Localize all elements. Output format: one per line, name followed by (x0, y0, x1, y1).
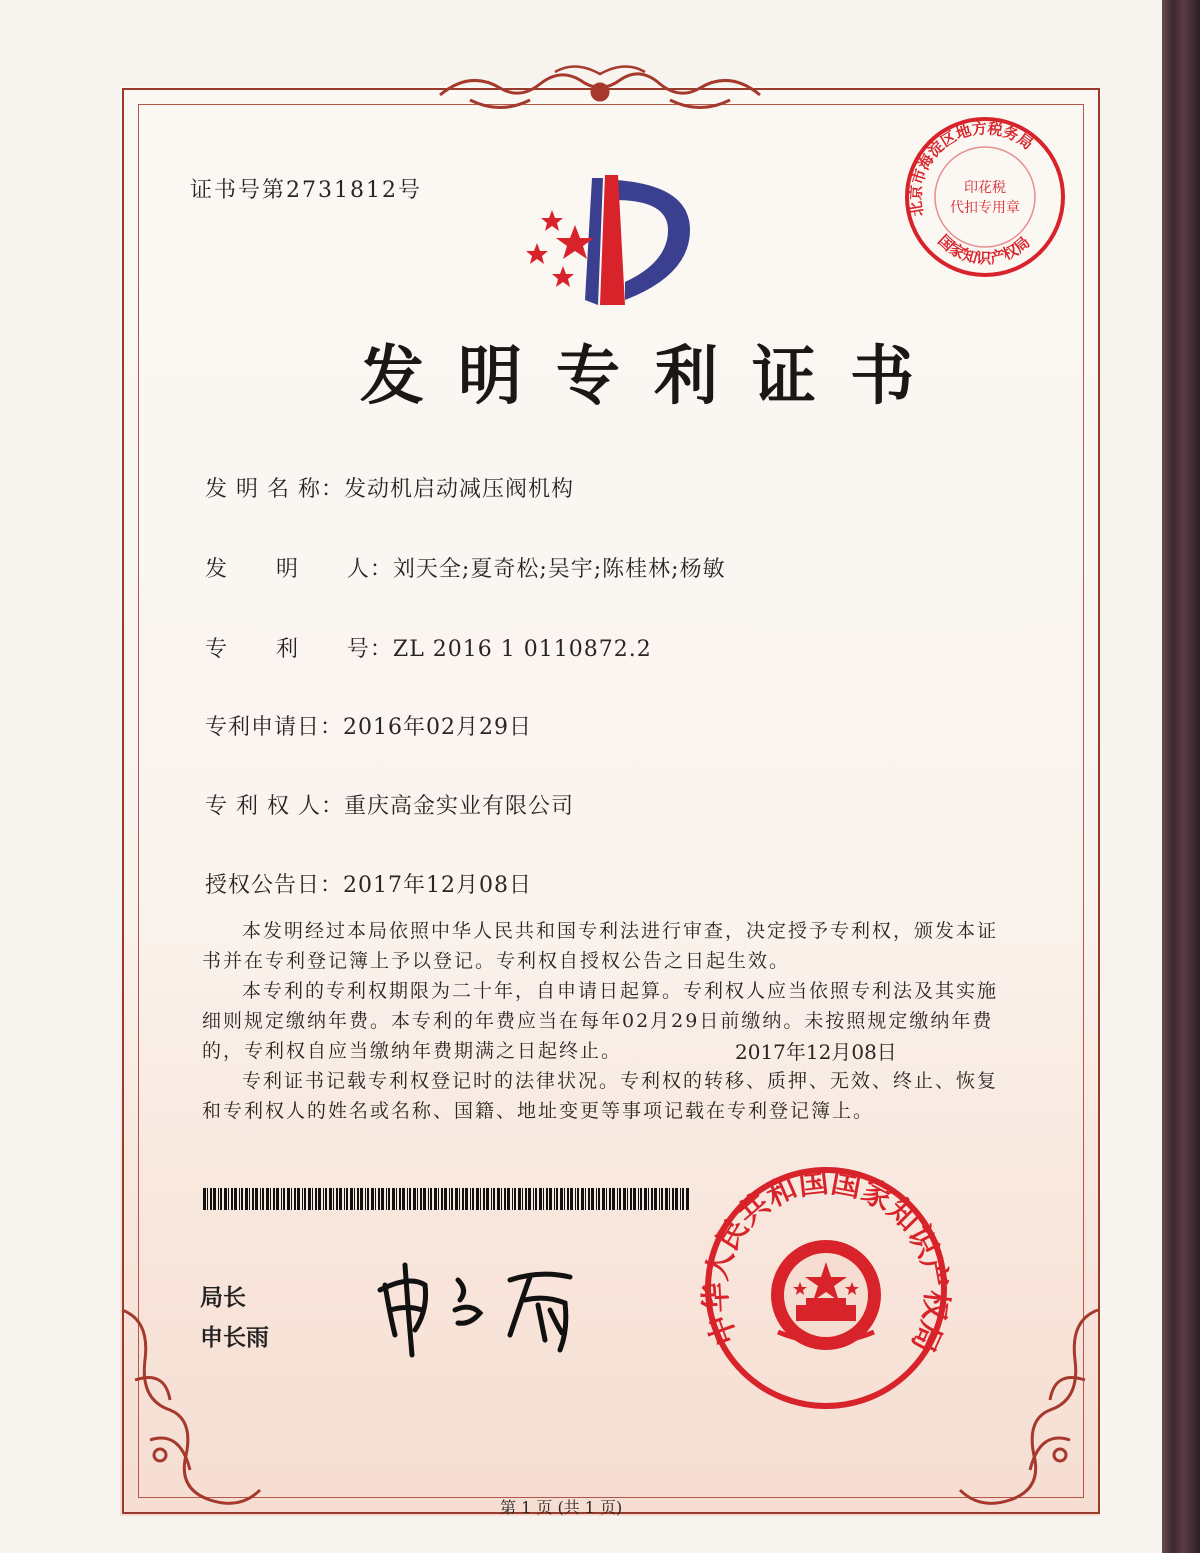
barcode-bar (210, 1188, 212, 1210)
barcode-bar (350, 1188, 353, 1210)
barcode-bar (630, 1188, 632, 1210)
barcode-bar (262, 1188, 264, 1210)
barcode-bar (344, 1188, 345, 1210)
barcode-bar (570, 1188, 573, 1210)
body-paragraph: 本专利的专利权期限为二十年，自申请日起算。专利权人应当依照专利法及其实施细则规定缴纳年费。本专利的年费应当在每年02月29日前缴纳。未按照规定缴纳年费的，专利权自应当缴纳年费期满之日起终止。 (202, 980, 999, 1062)
barcode-bar (276, 1188, 279, 1210)
barcode-bar (231, 1188, 233, 1210)
field-label: 专 利 权 人： (205, 794, 344, 819)
barcode-bar (260, 1188, 261, 1210)
barcode-bar (302, 1188, 303, 1210)
barcode-bar (512, 1188, 513, 1210)
barcode-bar (675, 1188, 678, 1210)
director-title: 局长 (200, 1285, 246, 1311)
barcode-bar (273, 1188, 275, 1210)
barcode-bar (402, 1188, 405, 1210)
field-application-date (205, 710, 532, 741)
field-label: 发 明 人： (205, 557, 393, 582)
certificate-number: 证书号第2731812号 (190, 178, 422, 203)
barcode-bar (672, 1188, 674, 1210)
barcode-bar (283, 1188, 285, 1210)
barcode-bar (627, 1188, 628, 1210)
barcode-bar (420, 1188, 422, 1210)
barcode-bar (365, 1188, 366, 1210)
barcode-bar (245, 1188, 248, 1210)
field-value: 刘天全;夏奇松;吴宇;陈桂林;杨敏 (392, 557, 726, 582)
barcode-bar (554, 1188, 555, 1210)
barcode-bar (581, 1188, 584, 1210)
office-seal-ring-text: 中华人民共和国国家知识产权局 (698, 1164, 954, 1358)
barcode-bar (291, 1188, 292, 1210)
barcode-bar (518, 1188, 521, 1210)
field-label: 专利申请日： (205, 715, 344, 740)
field-label: 发 明 名 称： (205, 477, 344, 502)
barcode-bar (459, 1188, 460, 1210)
barcode-bar (659, 1188, 660, 1210)
barcode-bar (333, 1188, 334, 1210)
barcode-bar (444, 1188, 447, 1210)
barcode-bar (329, 1188, 332, 1210)
barcode-bar (654, 1188, 657, 1210)
barcode-bar (396, 1188, 397, 1210)
barcode-bar (371, 1188, 374, 1210)
barcode-bar (360, 1188, 363, 1210)
barcode-bar (575, 1188, 576, 1210)
barcode-bar (522, 1188, 523, 1210)
body-paragraph: 专利证书记载专利权登记时的法律状况。专利权的转移、质押、无效、终止、恢复和专利权人的姓名或名称、国籍、地址变更等事项记载在专利登记簿上。 (202, 1070, 999, 1122)
barcode-bar (465, 1188, 468, 1210)
barcode-bar (323, 1188, 324, 1210)
certificate-title: 发明专利证书 (360, 339, 948, 414)
barcode-bar (451, 1188, 453, 1210)
barcode-bar (434, 1188, 437, 1210)
tax-stamp-ring-text: 北京市海淀区地方税务局 (906, 119, 1037, 218)
certificate-body (202, 916, 1002, 1126)
field-patentee (205, 789, 574, 820)
barcode-bar (539, 1188, 542, 1210)
barcode-bar (577, 1188, 579, 1210)
barcode-bar (486, 1188, 489, 1210)
barcode-bar (367, 1188, 369, 1210)
field-value: 2016年02月29日 (343, 715, 532, 740)
barcode-bar (665, 1188, 668, 1210)
barcode-bar (346, 1188, 348, 1210)
barcode-bar (491, 1188, 492, 1210)
barcode-bar (386, 1188, 387, 1210)
barcode-bar (606, 1188, 607, 1210)
barcode-bar (392, 1188, 395, 1210)
barcode-bar (596, 1188, 597, 1210)
barcode-bar (476, 1188, 479, 1210)
barcode-bar (270, 1188, 271, 1210)
barcode-bar (651, 1188, 653, 1210)
field-patent-number (205, 632, 652, 663)
barcode-bar (472, 1188, 474, 1210)
tax-stamp (907, 119, 1063, 275)
barcode-bar (560, 1188, 563, 1210)
barcode-bar (255, 1188, 258, 1210)
top-ornament (440, 66, 760, 107)
barcode-bar (585, 1188, 586, 1210)
barcode-bar (638, 1188, 639, 1210)
field-label: 授权公告日： (205, 873, 344, 898)
barcode-bar (609, 1188, 611, 1210)
barcode-bar (556, 1188, 558, 1210)
barcode-bar (441, 1188, 443, 1210)
barcode-bar (617, 1188, 618, 1210)
page-footer: 第 1 页 (共 1 页) (500, 1498, 623, 1517)
barcode-bar (588, 1188, 590, 1210)
director-block (200, 1278, 269, 1358)
barcode-bar (483, 1188, 485, 1210)
field-inventors (205, 552, 726, 583)
barcode-bar (493, 1188, 495, 1210)
field-value: 发动机启动减压阀机构 (343, 477, 574, 502)
barcode-bar (375, 1188, 376, 1210)
barcode-bar (325, 1188, 327, 1210)
office-seal (698, 1165, 953, 1406)
bottom-right-ornament (960, 1310, 1098, 1503)
barcode-bar (619, 1188, 621, 1210)
barcode-bar (598, 1188, 600, 1210)
barcode-bar (249, 1188, 250, 1210)
barcode-bar (354, 1188, 355, 1210)
barcode-bar (220, 1188, 222, 1210)
barcode-bar (239, 1188, 240, 1210)
barcode-bar (507, 1188, 510, 1210)
barcode-bar (462, 1188, 464, 1210)
barcode-bar (417, 1188, 418, 1210)
barcode-bar (297, 1188, 300, 1210)
barcode-bar (430, 1188, 432, 1210)
barcode-bar (318, 1188, 321, 1210)
field-label: 专 利 号： (205, 637, 393, 662)
tax-stamp-bottom-text: 国家知识产权局 (934, 231, 1034, 268)
barcode-bar (339, 1188, 342, 1210)
barcode-bar (438, 1188, 439, 1210)
field-value: 重庆高金实业有限公司 (343, 794, 574, 819)
barcode-bar (218, 1188, 219, 1210)
barcode-bar (399, 1188, 401, 1210)
patent-office-logo (526, 175, 690, 305)
barcode-bar (407, 1188, 408, 1210)
barcode-bar (682, 1188, 684, 1210)
barcode-bar (281, 1188, 282, 1210)
barcode-bar (470, 1188, 471, 1210)
barcode-bar (567, 1188, 569, 1210)
barcode-bar (535, 1188, 537, 1210)
barcode (203, 1188, 691, 1210)
field-value: 2017年12月08日 (343, 873, 532, 898)
barcode-bar (686, 1188, 689, 1210)
director-name: 申长雨 (200, 1325, 269, 1351)
barcode-bar (308, 1188, 311, 1210)
barcode-bar (266, 1188, 269, 1210)
tax-stamp-center-line1: 印花税 (964, 180, 1006, 196)
barcode-bar (623, 1188, 626, 1210)
director-signature (370, 1255, 620, 1365)
barcode-bar (480, 1188, 481, 1210)
barcode-bar (549, 1188, 552, 1210)
barcode-bar (428, 1188, 429, 1210)
barcode-bar (564, 1188, 565, 1210)
barcode-bar (423, 1188, 426, 1210)
barcode-bar (241, 1188, 243, 1210)
barcode-bar (640, 1188, 642, 1210)
barcode-bar (602, 1188, 605, 1210)
barcode-bar (533, 1188, 534, 1210)
barcode-bar (501, 1188, 502, 1210)
barcode-bar (612, 1188, 615, 1210)
barcode-bar (294, 1188, 296, 1210)
tax-stamp-center-line2: 代扣专用章 (950, 200, 1020, 216)
seal-date: 2017年12月08日 (735, 1040, 897, 1064)
barcode-bar (357, 1188, 359, 1210)
barcode-bar (207, 1188, 208, 1210)
barcode-bar (203, 1188, 206, 1210)
barcode-bar (409, 1188, 411, 1210)
barcode-bar (633, 1188, 636, 1210)
body-paragraph: 本发明经过本局依照中华人民共和国专利法进行审查，决定授予专利权，颁发本证书并在专利登记簿上予以登记。专利权自授权公告之日起生效。 (202, 920, 999, 972)
barcode-bar (497, 1188, 500, 1210)
barcode-bar (287, 1188, 290, 1210)
barcode-bar (336, 1188, 338, 1210)
svg-text:国家知识产权局 (934, 231, 1033, 267)
barcode-bar (525, 1188, 527, 1210)
barcode-bar (312, 1188, 313, 1210)
barcode-bar (514, 1188, 516, 1210)
barcode-bar (224, 1188, 227, 1210)
barcode-bar (648, 1188, 649, 1210)
barcode-bar (543, 1188, 544, 1210)
barcode-bar (315, 1188, 317, 1210)
barcode-bar (661, 1188, 663, 1210)
field-grant-date (205, 868, 532, 899)
barcode-bar (680, 1188, 681, 1210)
barcode-bar (528, 1188, 531, 1210)
barcode-bar (213, 1188, 216, 1210)
barcode-bar (388, 1188, 390, 1210)
field-value: ZL 2016 1 0110872.2 (392, 637, 652, 662)
barcode-bar (504, 1188, 506, 1210)
barcode-bar (228, 1188, 229, 1210)
field-invention-name (205, 472, 574, 503)
barcode-bar (378, 1188, 380, 1210)
barcode-bar (669, 1188, 670, 1210)
barcode-bar (413, 1188, 416, 1210)
barcode-bar (304, 1188, 306, 1210)
barcode-bar (381, 1188, 384, 1210)
barcode-bar (591, 1188, 594, 1210)
barcode-bar (234, 1188, 237, 1210)
barcode-bar (455, 1188, 458, 1210)
barcode-bar (449, 1188, 450, 1210)
barcode-bar (546, 1188, 548, 1210)
barcode-bar (252, 1188, 254, 1210)
barcode-bar (644, 1188, 647, 1210)
